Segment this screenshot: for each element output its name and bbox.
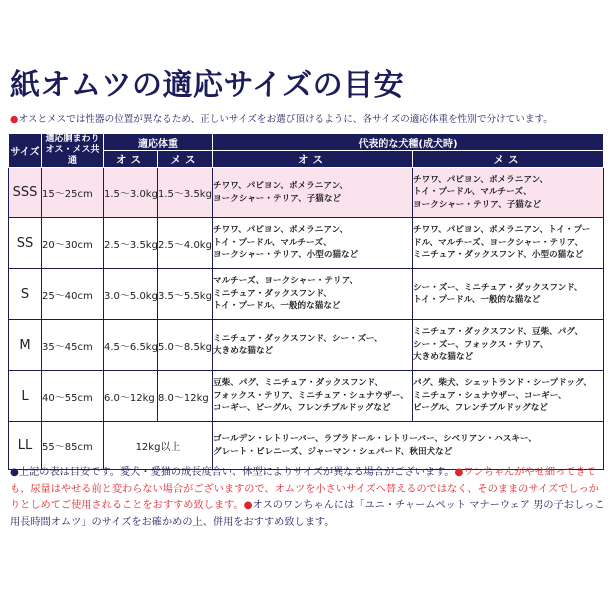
row-size: SSS	[9, 168, 42, 218]
row-size: S	[9, 269, 42, 320]
notes	[10, 465, 605, 531]
note-bullet-2: ●	[454, 467, 464, 478]
table-row-s	[9, 269, 604, 320]
row-size: LL	[9, 422, 42, 470]
header-waist-line2: オス・メス共通	[45, 145, 100, 166]
row-male-weight: 4.5～6.5kg	[104, 320, 158, 371]
intro-text	[10, 111, 605, 125]
table-row-ll	[9, 422, 604, 470]
note-bullet-3: ●	[243, 500, 253, 511]
row-female-breeds: チワワ、パピヨン、ポメラニアン、トイ・プー ドル、マルチーズ、ヨークシャー・テリア、 ミニチュア・ダックスフンド、小型の猫など	[413, 218, 604, 269]
row-male-breeds: ミニチュア・ダックスフンド、シー・ズー、 大きめな猫など	[213, 320, 413, 371]
table-row-l	[9, 371, 604, 422]
row-male-breeds: 豆柴、パグ、ミニチュア・ダックスフンド、 フォックス・テリア、ミニチュア・シュナウザー、 コーギー、ビーグル、フレンチブルドッグなど	[213, 371, 413, 422]
row-waist: 40～55cm	[42, 371, 104, 422]
row-male-breeds: マルチーズ、ヨークシャー・テリア、 ミニチュア・ダックスフンド、 トイ・プードル、一般的な猫など	[213, 269, 413, 320]
table-row-m	[9, 320, 604, 371]
row-breeds-merged: ゴールデン・レトリーバー、ラブラドール・レトリーバー、シベリアン・ハスキー、 グレート・ピレニーズ、ジャーマン・シェパード、秋田犬など	[213, 422, 604, 470]
row-female-breeds: パグ、柴犬、シェットランド・シープドッグ、 ミニチュア・シュナウザー、コーギー、 ビーグル、フレンチブルドッグなど	[413, 371, 604, 422]
row-waist: 25～40cm	[42, 269, 104, 320]
row-female-breeds: チワワ、パピヨン、ポメラニアン、 トイ・プードル、マルチーズ、 ヨークシャー・テリア、子猫など	[413, 168, 604, 218]
row-female-weight: 2.5～4.0kg	[158, 218, 213, 269]
header-size: サイズ	[9, 134, 42, 168]
row-size: M	[9, 320, 42, 371]
table-row-sss	[9, 168, 604, 218]
header-weight-male: オス	[104, 151, 158, 168]
note-bullet-1: ●	[10, 467, 19, 478]
note-text-2: ワンちゃんがやせ細ってきても、尿量はやせる前と変わらない場合がございますので、オムツを小さいサイズへ替えるのではなく、そのままのサイズでしっかりとしめてご使用されることをおすすめ致します。	[10, 467, 599, 511]
header-weight: 適応体重	[104, 134, 213, 151]
page-title: 紙オムツの適応サイズの目安	[10, 68, 405, 103]
row-waist: 15～25cm	[42, 168, 104, 218]
note-text-1: 上記の表は目安です。愛犬・愛猫の成長度合い、体型によりサイズが異なる場合がございます。	[18, 467, 455, 478]
row-male-breeds: チワワ、パピヨン、ポメラニアン、 ヨークシャー・テリア、子猫など	[213, 168, 413, 218]
row-weight-merged: 12kg以上	[104, 422, 213, 470]
row-male-weight: 3.0～5.0kg	[104, 269, 158, 320]
row-female-weight: 3.5～5.5kg	[158, 269, 213, 320]
header-waist-line1: 適応胴まわり	[45, 134, 100, 144]
row-waist: 20～30cm	[42, 218, 104, 269]
row-female-breeds: シー・ズー、ミニチュア・ダックスフンド、 トイ・プードル、一般的な猫など	[413, 269, 604, 320]
row-female-weight: 1.5～3.5kg	[158, 168, 213, 218]
row-size: L	[9, 371, 42, 422]
row-female-breeds: ミニチュア・ダックスフンド、豆柴、パグ、 シー・ズー、フォックス・テリア、 大きめな猫など	[413, 320, 604, 371]
row-male-breeds: チワワ、パピヨン、ポメラニアン、 トイ・プードル、マルチーズ、 ヨークシャー・テリア、小型の猫など	[213, 218, 413, 269]
note-text-3: オスのワンちゃんには「ユニ・チャームペット マナーウェア 男の子おしっこ用長時間オムツ」のサイズをお確かめの上、併用をおすすめ致します。	[10, 500, 605, 528]
intro-body: オスとメスでは性器の位置が異なるため、正しいサイズをお選び頂けるように、各サイズの適応体重を性別で分けています。	[18, 114, 553, 125]
header-waist	[42, 134, 104, 168]
row-male-weight: 6.0～12kg	[104, 371, 158, 422]
header-breeds-male: オス	[213, 151, 413, 168]
intro-bullet: ●	[10, 114, 19, 125]
row-waist: 55～85cm	[42, 422, 104, 470]
row-female-weight: 5.0～8.5kg	[158, 320, 213, 371]
row-waist: 35～45cm	[42, 320, 104, 371]
row-male-weight: 2.5～3.5kg	[104, 218, 158, 269]
table-row-ss	[9, 218, 604, 269]
header-weight-female: メス	[158, 151, 213, 168]
row-male-weight: 1.5～3.0kg	[104, 168, 158, 218]
header-breeds-female: メス	[413, 151, 604, 168]
size-table	[8, 133, 604, 470]
row-size: SS	[9, 218, 42, 269]
row-female-weight: 8.0～12kg	[158, 371, 213, 422]
header-breeds: 代表的な犬種(成犬時)	[213, 134, 604, 151]
